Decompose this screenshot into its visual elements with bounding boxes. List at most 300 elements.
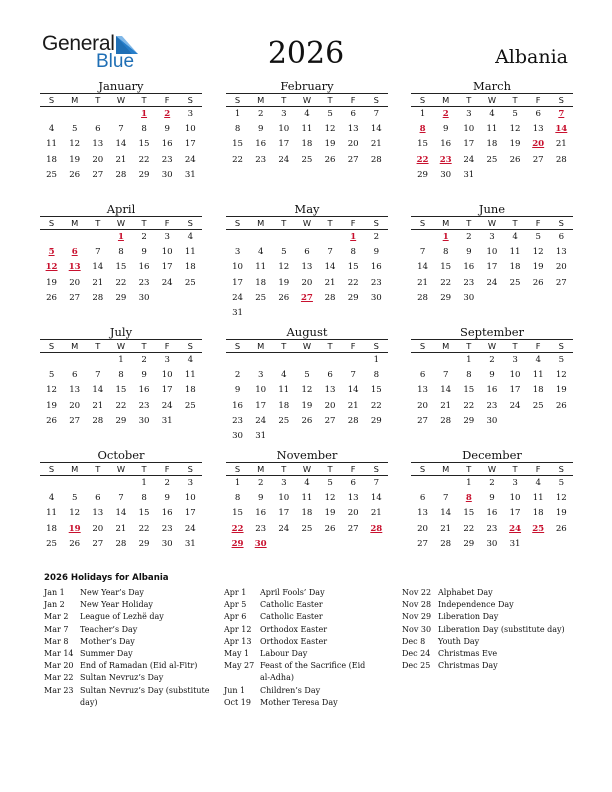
holiday-item — [224, 624, 374, 636]
weekday-label: S — [234, 218, 241, 228]
day-cell: 26 — [278, 292, 290, 303]
day-cell: 16 — [440, 139, 452, 150]
day-cell: 9 — [373, 247, 380, 258]
day-cell: 16 — [138, 262, 150, 273]
month-november — [226, 448, 388, 552]
holiday-name: Feast of the Sacrifice (Eid al-Adha) — [260, 661, 366, 683]
day-cell: 20 — [69, 400, 81, 411]
day-cell: 11 — [486, 124, 498, 135]
day-cell: 1 — [234, 478, 241, 488]
weekday-label: S — [48, 341, 55, 351]
day-cell: 18 — [278, 400, 290, 411]
holiday-day-cell: 1 — [141, 109, 148, 119]
day-cell: 3 — [466, 109, 472, 119]
day-cell: 17 — [232, 277, 244, 288]
day-cell: 25 — [184, 400, 196, 411]
day-cell: 8 — [442, 247, 449, 258]
weekday-label: T — [281, 95, 287, 105]
holiday-item — [224, 599, 374, 611]
day-cell: 7 — [118, 124, 124, 135]
weekday-label: S — [419, 464, 426, 474]
day-cell: 30 — [161, 169, 173, 180]
day-cell — [319, 537, 342, 552]
day-cell: 10 — [161, 370, 173, 381]
day-cell: 18 — [184, 385, 196, 396]
day-cell: 7 — [95, 370, 101, 381]
day-cell: 28 — [324, 292, 336, 303]
day-cell: 15 — [115, 262, 127, 273]
holiday-item — [44, 624, 214, 636]
week-row — [40, 491, 202, 506]
week-row — [411, 522, 573, 537]
weekday-label: W — [116, 95, 126, 105]
day-cell: 19 — [46, 277, 58, 288]
day-cell — [342, 353, 365, 368]
day-cell: 5 — [48, 370, 55, 381]
holiday-date: Apr 13 — [224, 636, 252, 646]
week-row — [411, 137, 573, 152]
day-cell — [527, 291, 550, 306]
holiday-item — [402, 648, 572, 660]
day-cell: 8 — [234, 493, 241, 504]
holiday-name: Sultan Nevruz’s Day (substitute day) — [80, 685, 210, 707]
weekday-label: S — [187, 464, 193, 474]
day-cell: 22 — [232, 154, 244, 165]
day-cell: 18 — [46, 523, 58, 534]
weekday-label: M — [257, 218, 265, 228]
weekday-label: W — [116, 464, 126, 474]
day-cell: 30 — [486, 415, 498, 426]
day-cell: 25 — [278, 415, 290, 426]
day-cell: 7 — [373, 109, 380, 119]
day-cell: 10 — [278, 124, 290, 135]
week-row — [40, 414, 202, 429]
month-march — [411, 79, 573, 183]
day-cell: 3 — [512, 355, 518, 365]
day-cell — [179, 414, 202, 429]
day-cell: 5 — [281, 247, 287, 258]
week-row — [226, 476, 388, 491]
day-cell: 14 — [324, 262, 336, 273]
week-row — [40, 260, 202, 275]
day-cell: 24 — [161, 400, 173, 411]
holiday-day-cell: 7 — [558, 109, 565, 119]
day-cell: 17 — [463, 139, 475, 150]
week-row — [411, 506, 573, 521]
day-cell: 16 — [463, 262, 475, 273]
week-row — [40, 122, 202, 137]
day-cell: 28 — [92, 292, 104, 303]
day-cell: 22 — [463, 400, 475, 411]
week-row — [40, 353, 202, 368]
weekday-label: T — [512, 341, 518, 351]
week-row — [40, 153, 202, 168]
day-cell: 17 — [509, 385, 521, 396]
day-cell: 15 — [370, 385, 382, 396]
holiday-name: Christmas Eve — [438, 649, 498, 659]
weekday-label: S — [48, 218, 55, 228]
week-row — [226, 306, 388, 321]
day-cell: 6 — [71, 370, 78, 381]
weekday-header — [411, 339, 573, 353]
holiday-item — [224, 660, 374, 684]
weekday-label: S — [234, 341, 241, 351]
week-row — [411, 368, 573, 383]
day-cell: 15 — [138, 508, 150, 519]
day-cell: 18 — [509, 262, 521, 273]
day-cell: 30 — [232, 430, 244, 441]
day-cell: 3 — [234, 247, 241, 258]
day-cell — [365, 306, 388, 321]
day-cell: 8 — [141, 493, 147, 504]
holiday-date: Mar 8 — [44, 636, 69, 646]
day-cell: 14 — [92, 262, 104, 273]
day-cell: 25 — [301, 523, 313, 534]
weekday-label: F — [164, 341, 170, 351]
weekday-label: S — [558, 341, 564, 351]
day-cell — [295, 230, 318, 245]
weekday-label: F — [164, 218, 170, 228]
day-cell — [272, 306, 295, 321]
day-cell: 26 — [324, 154, 336, 165]
week-row — [40, 537, 202, 552]
week-row — [40, 399, 202, 414]
day-cell: 2 — [466, 232, 472, 242]
day-cell: 2 — [257, 109, 264, 119]
week-row — [226, 414, 388, 429]
holiday-day-cell: 28 — [370, 523, 383, 534]
day-cell: 14 — [347, 385, 359, 396]
weekday-label: S — [373, 341, 379, 351]
weekday-label: M — [257, 341, 265, 351]
week-row — [411, 291, 573, 306]
day-cell: 14 — [115, 508, 127, 519]
holiday-day-cell: 1 — [442, 232, 449, 242]
day-cell: 9 — [164, 124, 170, 135]
day-cell: 21 — [555, 139, 567, 150]
weekday-label: T — [512, 218, 518, 228]
day-cell: 9 — [257, 124, 264, 135]
day-cell: 22 — [440, 277, 452, 288]
day-cell: 7 — [118, 493, 124, 504]
day-cell: 14 — [440, 385, 452, 396]
day-cell: 9 — [234, 385, 241, 396]
weekday-label: T — [95, 341, 101, 351]
weekday-label: S — [558, 218, 564, 228]
weekday-label: F — [164, 464, 170, 474]
day-cell: 28 — [115, 169, 127, 180]
day-cell: 1 — [466, 355, 472, 365]
holiday-item — [44, 587, 214, 599]
day-cell: 28 — [440, 538, 452, 549]
holiday-item — [44, 672, 214, 684]
day-cell: 28 — [92, 415, 104, 426]
week-row — [40, 276, 202, 291]
day-cell: 17 — [184, 508, 196, 519]
day-cell: 11 — [278, 385, 290, 396]
holiday-name: New Year Holiday — [80, 600, 153, 610]
day-cell: 18 — [184, 262, 196, 273]
day-cell: 18 — [532, 508, 544, 519]
day-cell: 24 — [232, 292, 244, 303]
weekday-label: S — [558, 464, 564, 474]
day-cell: 6 — [350, 478, 356, 488]
day-cell: 2 — [489, 355, 495, 365]
day-cell: 4 — [257, 247, 264, 258]
day-cell: 13 — [417, 508, 429, 519]
month-april — [40, 202, 202, 306]
holiday-day-cell: 14 — [555, 124, 568, 135]
day-cell: 27 — [417, 538, 429, 549]
day-cell: 31 — [161, 415, 173, 426]
holiday-item — [224, 648, 374, 660]
day-cell — [249, 306, 272, 321]
day-cell — [86, 353, 109, 368]
day-cell: 16 — [161, 508, 173, 519]
day-cell: 14 — [370, 124, 382, 135]
day-cell: 10 — [486, 247, 498, 258]
day-cell: 1 — [466, 478, 472, 488]
day-cell: 16 — [255, 139, 267, 150]
day-cell: 12 — [532, 247, 544, 258]
day-cell: 17 — [509, 508, 521, 519]
holiday-name: Independence Day — [438, 600, 514, 610]
holiday-day-cell: 20 — [532, 139, 545, 150]
day-cell: 11 — [184, 370, 196, 381]
day-cell: 21 — [115, 154, 127, 165]
day-cell: 9 — [141, 370, 147, 381]
day-cell — [295, 353, 318, 368]
day-cell: 23 — [138, 277, 150, 288]
day-cell: 22 — [115, 400, 127, 411]
week-row — [411, 537, 573, 552]
day-cell — [527, 168, 550, 183]
holiday-date: Mar 22 — [44, 673, 74, 683]
day-cell: 22 — [463, 523, 475, 534]
day-cell — [342, 537, 365, 552]
day-cell: 26 — [301, 415, 313, 426]
week-row — [226, 491, 388, 506]
weekday-label: T — [141, 95, 147, 105]
holiday-date: Oct 19 — [224, 697, 251, 707]
day-cell — [109, 476, 132, 491]
day-cell — [40, 107, 63, 122]
day-cell: 3 — [164, 232, 170, 242]
day-cell: 4 — [281, 370, 287, 381]
weekday-label: T — [281, 464, 287, 474]
holiday-date: May 27 — [224, 661, 255, 671]
day-cell: 5 — [71, 493, 78, 504]
day-cell: 3 — [187, 109, 194, 119]
day-cell — [295, 306, 318, 321]
week-row — [411, 230, 573, 245]
day-cell: 15 — [138, 139, 150, 150]
day-cell: 26 — [46, 292, 58, 303]
day-cell: 12 — [324, 124, 336, 135]
day-cell — [226, 353, 249, 368]
week-row — [40, 168, 202, 183]
day-cell: 28 — [555, 154, 567, 165]
day-cell: 14 — [370, 493, 382, 504]
day-cell — [295, 537, 318, 552]
day-cell — [63, 230, 86, 245]
day-cell: 19 — [278, 277, 290, 288]
holiday-date: Nov 30 — [402, 624, 432, 634]
weekday-label: T — [281, 218, 287, 228]
day-cell: 3 — [164, 355, 170, 365]
holiday-name: Mother’s Day — [80, 636, 135, 646]
day-cell: 21 — [324, 277, 336, 288]
holiday-name: Orthodox Easter — [260, 636, 328, 646]
day-cell: 13 — [347, 124, 359, 135]
day-cell: 30 — [486, 538, 498, 549]
day-cell: 21 — [370, 508, 382, 519]
day-cell: 29 — [115, 292, 127, 303]
week-row — [411, 260, 573, 275]
day-cell — [411, 476, 434, 491]
day-cell — [249, 230, 272, 245]
day-cell: 4 — [535, 355, 541, 365]
day-cell: 11 — [184, 247, 196, 258]
day-cell: 19 — [301, 400, 313, 411]
day-cell: 27 — [532, 154, 544, 165]
weekday-label: S — [419, 341, 426, 351]
day-cell: 5 — [71, 124, 78, 135]
day-cell: 22 — [138, 154, 150, 165]
day-cell — [40, 476, 63, 491]
week-row — [226, 276, 388, 291]
day-cell: 18 — [301, 139, 313, 150]
holiday-date: Dec 25 — [402, 661, 431, 671]
day-cell: 23 — [161, 523, 173, 534]
day-cell — [319, 230, 342, 245]
day-cell: 13 — [555, 247, 567, 258]
day-cell: 23 — [138, 400, 150, 411]
day-cell: 3 — [512, 478, 518, 488]
holiday-item — [224, 636, 374, 648]
weekday-label: T — [95, 464, 101, 474]
weekday-header — [411, 462, 573, 476]
day-cell: 2 — [141, 232, 147, 242]
day-cell: 20 — [347, 139, 359, 150]
day-cell: 28 — [440, 415, 452, 426]
weekday-header — [226, 216, 388, 230]
weekday-label: S — [419, 218, 426, 228]
holiday-item — [402, 611, 572, 623]
holiday-name: Teacher’s Day — [80, 624, 138, 634]
day-cell: 13 — [92, 139, 104, 150]
weekday-label: M — [442, 341, 450, 351]
day-cell — [504, 168, 527, 183]
holiday-day-cell: 22 — [416, 154, 429, 165]
day-cell: 11 — [532, 370, 544, 381]
day-cell: 13 — [532, 124, 544, 135]
week-row — [226, 137, 388, 152]
day-cell: 25 — [255, 292, 267, 303]
day-cell: 4 — [187, 355, 194, 365]
day-cell: 9 — [257, 493, 264, 504]
holiday-date: Jan 2 — [44, 600, 65, 610]
day-cell — [272, 537, 295, 552]
day-cell — [295, 429, 318, 444]
day-cell: 8 — [118, 247, 124, 258]
weekday-label: S — [373, 218, 379, 228]
weekday-label: S — [187, 341, 193, 351]
month-december — [411, 448, 573, 552]
weekday-label: W — [302, 95, 312, 105]
day-cell: 2 — [164, 478, 170, 488]
day-cell — [109, 107, 132, 122]
holiday-name: Catholic Easter — [260, 612, 323, 622]
day-cell: 30 — [370, 292, 382, 303]
day-cell: 31 — [184, 169, 196, 180]
weekday-label: M — [71, 218, 79, 228]
day-cell — [411, 230, 434, 245]
day-cell — [63, 353, 86, 368]
day-cell: 29 — [440, 292, 452, 303]
holiday-date: Apr 6 — [224, 612, 247, 622]
day-cell: 23 — [161, 154, 173, 165]
day-cell: 21 — [347, 400, 359, 411]
day-cell: 30 — [138, 415, 150, 426]
holiday-name: Orthodox Easter — [260, 624, 328, 634]
weekday-label: S — [419, 95, 426, 105]
day-cell — [550, 291, 573, 306]
day-cell: 4 — [512, 232, 518, 242]
holiday-day-cell: 1 — [350, 232, 357, 242]
holiday-name: Youth Day — [438, 636, 480, 646]
day-cell: 8 — [118, 370, 124, 381]
holiday-item — [402, 624, 572, 636]
day-cell: 26 — [532, 277, 544, 288]
week-row — [226, 245, 388, 260]
day-cell: 20 — [417, 400, 429, 411]
day-cell: 1 — [118, 355, 124, 365]
weekday-label: W — [487, 464, 497, 474]
day-cell: 24 — [255, 415, 267, 426]
holiday-name: End of Ramadan (Eid al-Fitr) — [80, 661, 198, 671]
holiday-day-cell: 12 — [45, 262, 58, 273]
day-cell: 31 — [255, 430, 267, 441]
day-cell: 10 — [184, 493, 196, 504]
day-cell: 27 — [92, 169, 104, 180]
day-cell — [550, 537, 573, 552]
day-cell: 25 — [46, 169, 58, 180]
day-cell: 15 — [417, 139, 429, 150]
day-cell: 26 — [555, 523, 567, 534]
day-cell: 16 — [370, 262, 382, 273]
day-cell: 12 — [69, 139, 81, 150]
holiday-item — [44, 611, 214, 623]
day-cell: 5 — [535, 232, 541, 242]
week-row — [226, 537, 388, 552]
day-cell: 13 — [92, 508, 104, 519]
day-cell: 12 — [301, 385, 313, 396]
day-cell: 20 — [347, 508, 359, 519]
weekday-header — [226, 462, 388, 476]
day-cell: 24 — [486, 277, 498, 288]
week-row — [40, 522, 202, 537]
weekday-label: W — [487, 218, 497, 228]
day-cell: 23 — [255, 523, 267, 534]
day-cell: 12 — [509, 124, 521, 135]
day-cell: 20 — [417, 523, 429, 534]
day-cell: 12 — [46, 385, 58, 396]
day-cell: 9 — [489, 370, 495, 381]
day-cell: 30 — [161, 538, 173, 549]
day-cell: 21 — [440, 400, 452, 411]
holiday-column — [44, 587, 214, 709]
